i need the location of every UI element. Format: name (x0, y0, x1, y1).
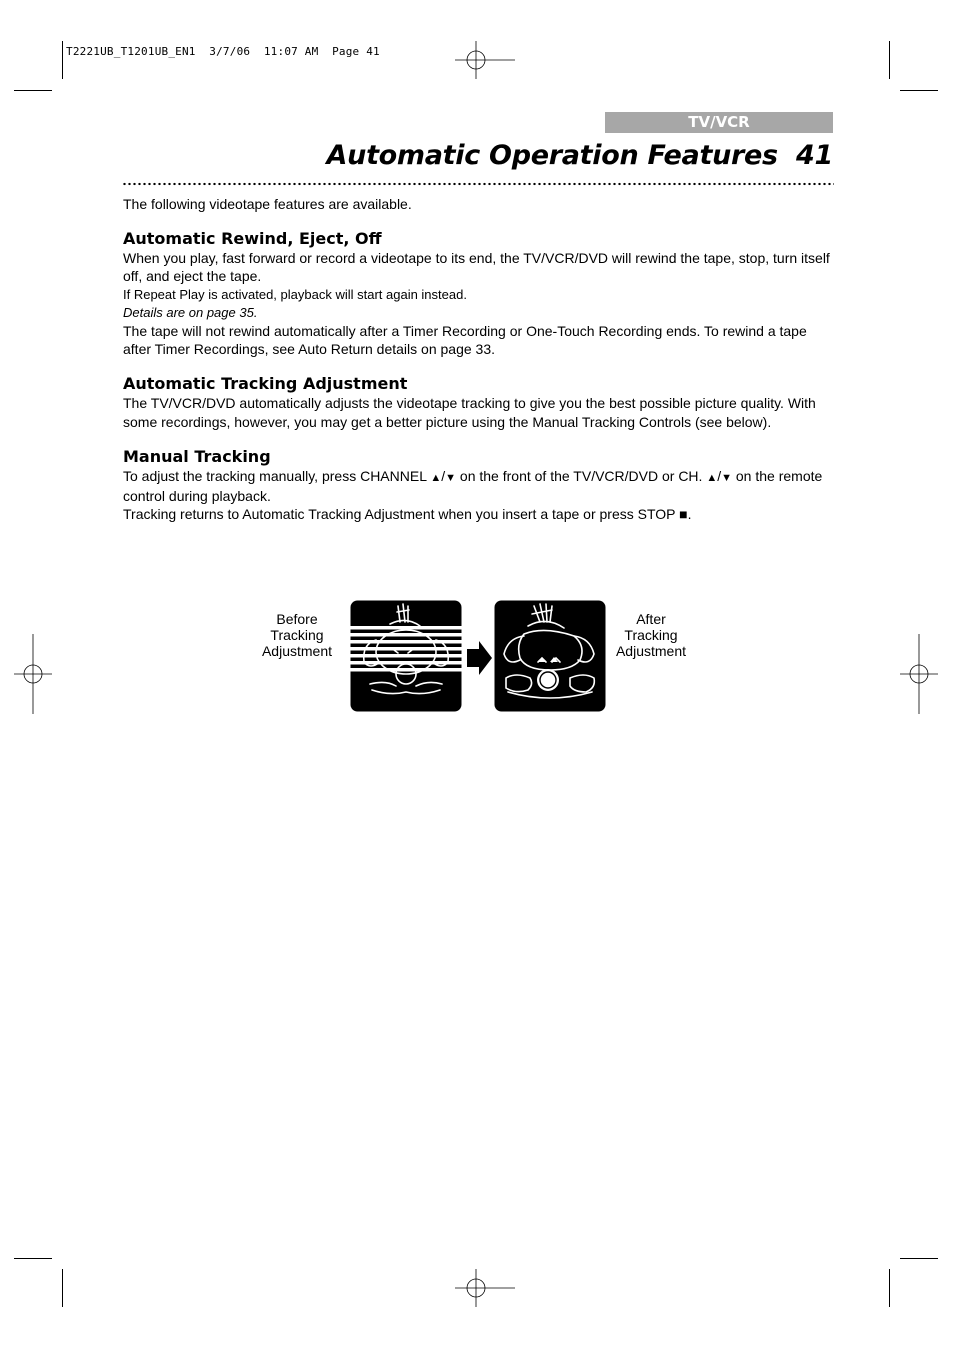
text-run: / (441, 467, 446, 484)
crop-mark (14, 90, 52, 91)
page-number: 41 (796, 140, 833, 171)
body-content (123, 195, 835, 523)
up-arrow-icon: ▲ (430, 471, 442, 484)
heading-manual-tracking: Manual Tracking (123, 446, 271, 466)
after-tracking-image (494, 600, 606, 712)
caption-line: After (636, 611, 666, 627)
rewind-paragraph: When you play, fast forward or record a videotape to its end, the TV/VCR/DVD will rewind the tape, stop, turn itself off, and eject the tape. (123, 250, 830, 285)
details-reference: Details are on page 35. (123, 304, 258, 320)
up-arrow-icon: ▲ (706, 471, 718, 484)
heading-automatic-rewind: Automatic Rewind, Eject, Off (123, 229, 382, 249)
caption-before (252, 611, 342, 659)
down-arrow-icon: ▼ (445, 471, 457, 484)
registration-mark-icon (900, 634, 938, 714)
text-run: / (717, 467, 722, 484)
text-run: on the remote control during playback. (123, 467, 823, 505)
tracking-paragraph: The TV/VCR/DVD automatically adjusts the videotape tracking to give you the best possible picture quality. With some recordings, however, you may get a better picture using the Manual Tracking Controls (see below). (123, 395, 816, 430)
caption-line: Before (276, 611, 318, 627)
crop-mark (62, 41, 63, 79)
text-run: To adjust the tracking manually, press CHANNEL (123, 467, 431, 484)
page-title-text: Automatic Operation Features (326, 140, 778, 171)
crop-mark (889, 1269, 890, 1307)
registration-mark-icon (455, 1269, 515, 1307)
caption-line: Adjustment (615, 643, 687, 659)
caption-after (606, 611, 696, 659)
dotted-divider (122, 181, 834, 187)
registration-mark-icon (14, 634, 52, 714)
repeat-play-note: If Repeat Play is activated, playback will start again instead. (123, 286, 467, 302)
stop-icon: ■ (679, 506, 688, 523)
crop-mark (14, 1258, 52, 1259)
arrow-right-icon (465, 640, 493, 676)
intro-text: The following videotape features are available. (123, 196, 412, 212)
text-run: . (687, 506, 692, 523)
caption-line: Tracking (270, 627, 324, 643)
manual-tracking-paragraph (123, 467, 835, 505)
registration-mark-icon (455, 41, 515, 79)
text-run: on the front of the TV/VCR/DVD or CH. (456, 467, 707, 484)
caption-line: Tracking (624, 627, 678, 643)
text-run: Tracking returns to Automatic Tracking Adjustment when you insert a tape or press STOP (123, 506, 680, 523)
crop-mark (889, 41, 890, 79)
timer-note: The tape will not rewind automatically after a Timer Recording or One-Touch Recording ends. To rewind a tape after Timer Recordings, see Auto Return details on page 33. (123, 323, 807, 358)
crop-mark (62, 1269, 63, 1307)
print-slug: T2221UB_T1201UB_EN1 3/7/06 11:07 AM Page 41 (66, 45, 380, 58)
before-tracking-image (350, 600, 462, 712)
down-arrow-icon: ▼ (721, 471, 732, 484)
page-title (327, 140, 833, 171)
crop-mark (900, 90, 938, 91)
crop-mark (900, 1258, 938, 1259)
heading-automatic-tracking: Automatic Tracking Adjustment (123, 374, 408, 394)
caption-line: Adjustment (261, 643, 333, 659)
tracking-returns-paragraph (123, 505, 835, 523)
section-tab: TV/VCR (605, 112, 833, 133)
